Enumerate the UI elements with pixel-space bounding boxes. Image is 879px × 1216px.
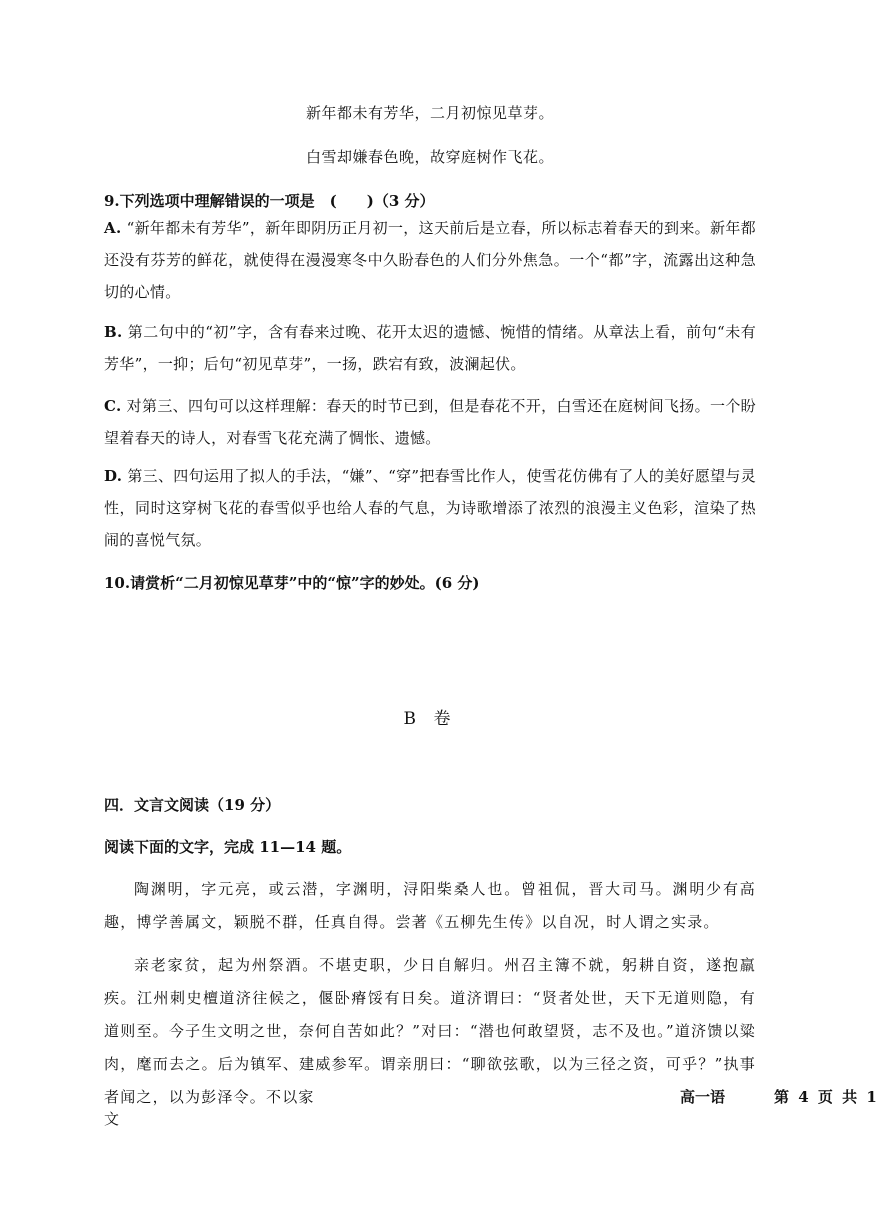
option-c-text: 对第三、四句可以这样理解：春天的时节已到，但是春花不开，白雪还在庭树间飞扬。一个盼望着春天的诗人，对春雪飞花充满了惆怅、遗憾。 (104, 397, 756, 447)
option-d-label: D. (104, 467, 123, 485)
option-b (104, 316, 756, 380)
question-9-title: 9.下列选项中理解错误的一项是 ( )（3 分） (104, 192, 435, 210)
option-a (104, 212, 756, 308)
question-10-title: 10.请赏析“二月初惊见草芽”中的“惊”字的妙处。(6 分) (104, 574, 480, 592)
option-d (104, 460, 756, 556)
part-4-title: 四．文言文阅读（19 分） (104, 796, 281, 814)
option-c-label: C. (104, 397, 122, 415)
section-b-title: B 卷 (403, 709, 457, 729)
overflow-text: 文 (104, 1110, 120, 1128)
classical-paragraph-2: 亲老家贫，起为州祭酒。不堪吏职，少日自解归。州召主簿不就，躬耕自资，遂抱羸疾。江州刺史檀道济往候之，偃卧瘠馁有日矣。道济谓曰：“贤者处世，天下无道则隐，有道则至。今子生文明之世，奈何自苦如此？”对曰：“潜也何敢望贤，志不及也。”道济馈以粱肉，麾而去之。后为镇军、建威参军。谓亲朋曰：“聊欲弦歌，以为三径之资，可乎？”执事者闻之，以为彭泽令。不以家 (104, 956, 756, 1106)
option-a-text: “新年都未有芳华”，新年即阴历正月初一，这天前后是立春，所以标志着春天的到来。新年都还没有芬芳的鲜花，就使得在漫漫寒冬中久盼春色的人们分外焦急。一个“都”字，流露出这种急切的心情。 (104, 219, 756, 301)
classical-paragraph-1: 陶渊明，字元亮，或云潜，字渊明，浔阳柴桑人也。曾祖侃，晋大司马。渊明少有高趣，博学善属文，颖脱不群，任真自得。尝著《五柳先生传》以自况，时人谓之实录。 (104, 880, 756, 931)
footer-page-number: 第 4 页 共 1 (774, 1088, 879, 1106)
poem-line-2: 白雪却嫌春色晚，故穿庭树作飞花。 (305, 148, 554, 166)
poem-line-1: 新年都未有芳华，二月初惊见草芽。 (305, 104, 554, 122)
option-d-text: 第三、四句运用了拟人的手法，“嫌”、“穿”把春雪比作人，使雪花仿佛有了人的美好愿望与灵性，同时这穿树飞花的春雪似乎也给人春的气息，为诗歌增添了浓烈的浪漫主义色彩，渲染了热闹的喜悦气氛。 (104, 467, 756, 549)
footer-subject: 高一语 (680, 1088, 726, 1106)
option-c (104, 390, 756, 454)
option-b-label: B. (104, 323, 123, 341)
reading-instruction: 阅读下面的文字，完成 11—14 题。 (104, 838, 352, 856)
option-b-text: 第二句中的“初”字，含有春来过晚、花开太迟的遗憾、惋惜的情绪。从章法上看，前句“未有芳华”，一抑；后句“初见草芽”，一扬，跌宕有致，波澜起伏。 (104, 323, 757, 373)
option-a-label: A. (104, 219, 122, 237)
